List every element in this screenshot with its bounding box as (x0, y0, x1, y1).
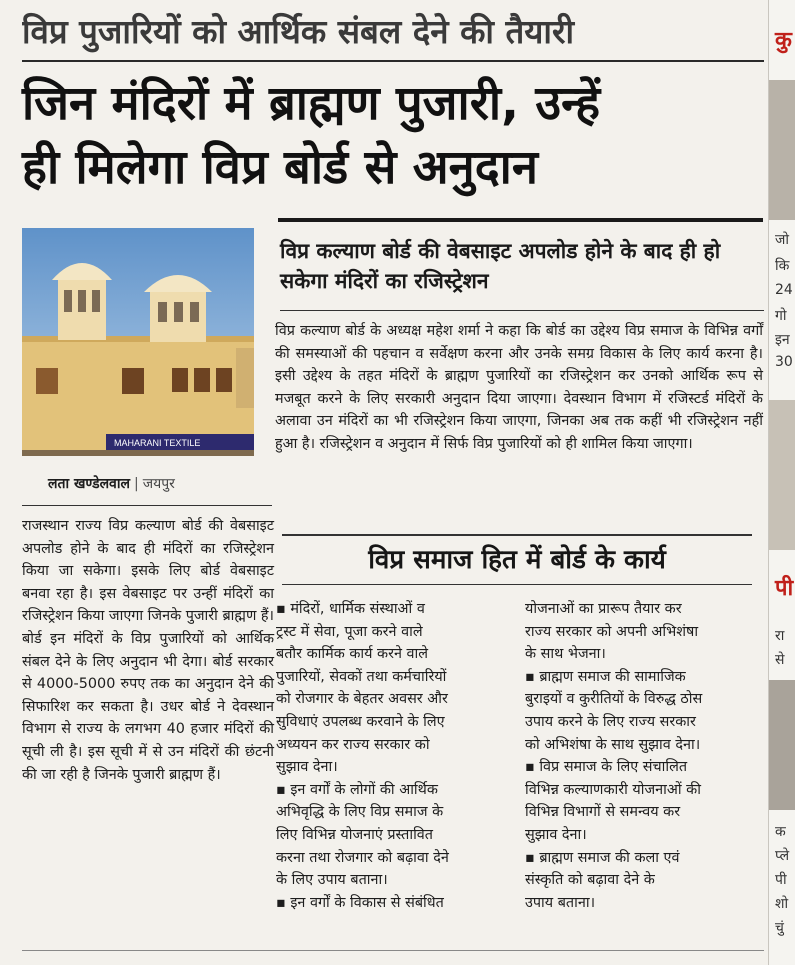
temple-photo (22, 228, 254, 456)
byline-separator: | (133, 476, 139, 492)
text-line: सुविधाएं उपलब्ध करवाने के लिए (276, 713, 445, 730)
adjacent-text-fragment: पी (775, 872, 787, 888)
adjacent-text-fragment: से (775, 652, 785, 668)
intro-paragraph: विप्र कल्याण बोर्ड के अध्यक्ष महेश शर्मा ने कहा कि बोर्ड का उद्देश्य विप्र समाज के विभिन्न वर्गों की समस्याओं की पहचान व सर्वेक्षण करना और उनके समग्र विकास के लिए कार्य करना है। इसी उद्देश्य के तहत मंदिरों के ब्राह्मण पुजारियों का रजिस्ट्रेशन कर उनको आर्थिक रूप से मजबूत करने के लिए सरकारी अनुदान दिया जाएगा। देवस्थान विभाग में रजिस्टर्ड मंदिरों के अलावा उन मंदिरों का भी रजिस्ट्रेशन किया जाएगा, जिनका अब तक कहीं भी रजिस्ट्रेशन नहीं हुआ है। रजिस्ट्रेशन व अनुदान में सिर्फ विप्र पुजारियों को ही शामिल किया जाएगा। (275, 323, 763, 452)
adjacent-headline-fragment: पी (775, 576, 794, 601)
text-line: ▪ इन वर्गों के लोगों की आर्थिक (276, 781, 438, 798)
divider (280, 310, 764, 311)
byline (48, 474, 175, 493)
text-line: पुजारियों, सेवकों तथा कर्मचारियों (276, 668, 447, 685)
text-line: ▪ विप्र समाज के लिए संचालित (525, 759, 688, 776)
text-line: बुराइयों व कुरीतियों के विरुद्ध ठोस (525, 691, 703, 708)
text-line: ट्रस्ट में सेवा, पूजा करने वाले (276, 623, 423, 640)
adjacent-photo (769, 680, 795, 810)
main-headline (22, 72, 764, 200)
adjacent-text-fragment: शो (775, 896, 789, 912)
box-column-3 (525, 598, 765, 914)
headline-line-2: ही मिलेगा विप्र बोर्ड से अनुदान (22, 140, 538, 195)
text-line: सुझाव देना। (525, 826, 587, 843)
headline-line-1: जिन मंदिरों में ब्राह्मण पुजारी, उन्हें (22, 76, 601, 131)
adjacent-text-fragment: कि (775, 258, 790, 274)
text-line: ▪ मंदिरों, धार्मिक संस्थाओं व (276, 601, 425, 617)
text-line: विभिन्न कल्याणकारी योजनाओं की (525, 781, 701, 798)
adjacent-text-fragment: इन (775, 332, 790, 348)
text-line: अभिवृद्धि के लिए विप्र समाज के (276, 804, 444, 821)
text-line: करना तथा रोजगार को बढ़ावा देने (276, 849, 449, 866)
sub-headline: विप्र कल्याण बोर्ड की वेबसाइट अपलोड होने के बाद ही हो सकेगा मंदिरों का रजिस्ट्रेशन (280, 239, 721, 293)
text-line: ▪ ब्राह्मण समाज की सामाजिक (525, 668, 686, 685)
adjacent-text-fragment: गो (775, 308, 787, 324)
divider (22, 505, 272, 506)
kicker-headline: विप्र पुजारियों को आर्थिक संबल देने की तैयारी (22, 12, 574, 51)
shop-sign: MAHARANI TEXTILE (114, 438, 201, 448)
text-line: उपाय बताना। (525, 894, 596, 911)
text-line: संस्कृति को बढ़ावा देने के (525, 872, 655, 889)
text-line: अध्ययन कर राज्य सरकार को (276, 736, 430, 753)
text-line: उपाय करने के लिए राज्य सरकार (525, 713, 696, 730)
dateline-place: जयपुर (142, 476, 175, 492)
text-line: ▪ ब्राह्मण समाज की कला एवं (525, 849, 680, 866)
temple-photo-illustration (22, 228, 254, 456)
adjacent-text-fragment: प्ले (775, 848, 790, 864)
text-line: को अभिशंषा के साथ सुझाव देना। (525, 736, 701, 753)
adjacent-text-fragment: जो (775, 232, 790, 248)
divider (22, 60, 764, 62)
text-line: बतौर कार्मिक कार्य करने वाले (276, 646, 429, 663)
text-line: विभिन्न विभागों से समन्वय कर (525, 804, 681, 821)
divider (22, 950, 764, 951)
adjacent-text-fragment: 24 (775, 282, 793, 298)
adjacent-article-edge (768, 0, 795, 965)
text-line: राज्य सरकार को अपनी अभिशंषा (525, 623, 699, 640)
text-line: लिए विभिन्न योजनाएं प्रस्तावित (276, 826, 434, 843)
reporter-name: लता खण्डेलवाल (48, 476, 130, 492)
adjacent-text-fragment: चुं (775, 920, 784, 936)
adjacent-text-fragment: क (775, 824, 786, 840)
adjacent-text-fragment: 30 (775, 354, 793, 370)
divider (278, 218, 763, 222)
adjacent-text-fragment: रा (775, 628, 785, 644)
text-line: सुझाव देना। (276, 759, 338, 776)
text-line: योजनाओं का प्रारूप तैयार कर (525, 601, 682, 617)
box-title: विप्र समाज हित में बोर्ड के कार्य (282, 534, 752, 585)
adjacent-photo (769, 80, 795, 220)
box-column-2 (276, 598, 516, 914)
text-line: के साथ भेजना। (525, 646, 606, 663)
adjacent-headline-fragment: कु (775, 28, 792, 53)
text-line: ▪ इन वर्गों के विकास से संबंधित (276, 894, 444, 911)
text-line: के लिए उपाय बताना। (276, 872, 388, 889)
left-column-body: राजस्थान राज्य विप्र कल्याण बोर्ड की वेबसाइट अपलोड होने के बाद ही मंदिरों का रजिस्ट्रेशन किया जा सकेगा। इसके लिए बोर्ड वेबसाइट बनवा रहा है। इस वेबसाइट पर उन्हीं मंदिरों का रजिस्ट्रेशन किया जाएगा जिनके पुजारी ब्राह्मण हैं। बोर्ड इन मंदिरों के विप्र पुजारियों को आर्थिक संबल देने के लिए अनुदान भी देगा। बोर्ड सरकार से 4000-5000 रुपए तक का अनुदान देने की सिफारिश कर सकता है। उधर बोर्ड ने देवस्थान विभाग से राज्य के लगभग 40 हजार मंदिरों की सूची ली है। इस सूची में से उन मंदिरों की छंटनी की जा रही है जिनके पुजारी ब्राह्मण हैं। (22, 518, 275, 783)
adjacent-photo (769, 400, 795, 550)
text-line: को रोजगार के बेहतर अवसर और (276, 691, 448, 708)
